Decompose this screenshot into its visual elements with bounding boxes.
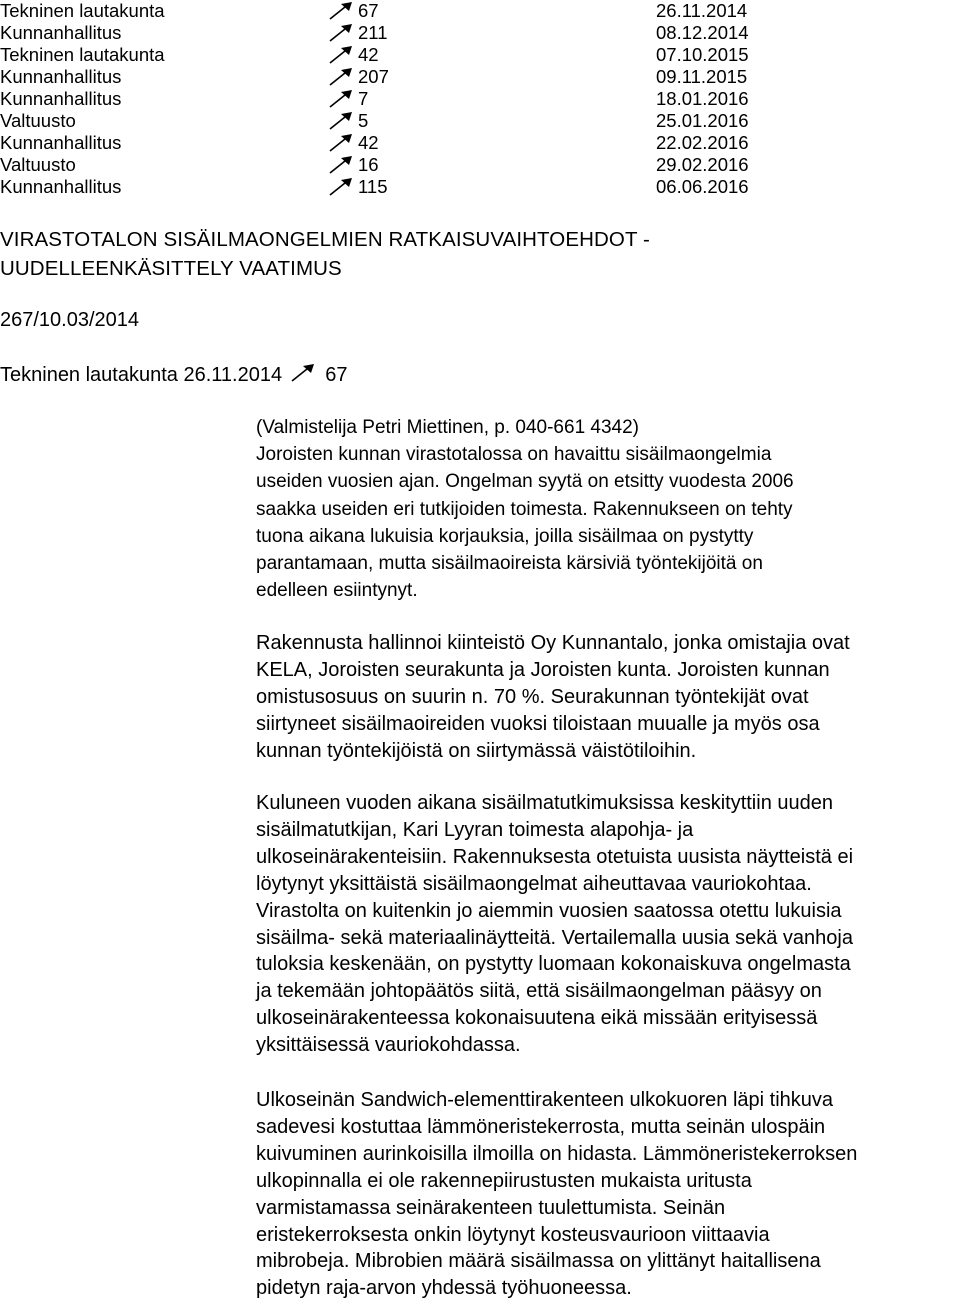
paragraph-3 xyxy=(256,790,960,1059)
decision-history-table xyxy=(0,0,960,198)
text-line: siirtyneet sisäilmaoireiden vuoksi tiloistaan muualle ja myös osa xyxy=(256,712,820,735)
history-date: 08.12.2014 xyxy=(656,22,749,43)
history-number: 16 xyxy=(358,154,379,175)
text-line: löytynyt yksittäistä sisäilmaongelmat aiheuttavaa vauriokohtaa. xyxy=(256,872,812,895)
history-row xyxy=(0,0,960,22)
text-line: sisäilma- sekä materiaalinäytteitä. Vertailemalla uusia sekä vanhoja xyxy=(256,926,853,949)
text-line: ulkoseinärakenteessa kokonaisuutena eikä missään erityisessä xyxy=(256,1007,818,1030)
title-line: UUDELLEENKÄSITTELY VAATIMUS xyxy=(0,257,342,280)
history-row xyxy=(0,132,960,154)
history-body: Kunnanhallitus xyxy=(0,88,122,109)
case-id: 267/10.03/2014 xyxy=(0,309,140,331)
paragraph-link-icon[interactable] xyxy=(328,178,354,196)
text-line: sisäilmatutkijan, Kari Lyyran toimesta alapohja- ja xyxy=(256,818,694,841)
history-number: 67 xyxy=(358,0,379,21)
text-line: (Valmistelija Petri Miettinen, p. 040-661 4342) xyxy=(256,417,640,438)
paragraph-2 xyxy=(256,630,960,765)
text-line: Virastolta on kuitenkin jo aiemmin vuosien saatossa otettu lukuisia xyxy=(256,899,842,922)
text-line: saakka useiden eri tutkijoiden toimesta. Rakennukseen on tehty xyxy=(256,498,793,520)
text-line: Kuluneen vuoden aikana sisäilmatutkimuksissa keskityttiin uuden xyxy=(256,792,833,814)
text-line: pidetyn raja-arvon yhdessä työhuoneessa. xyxy=(256,1277,632,1300)
paragraph-text xyxy=(256,1087,960,1302)
history-number: 207 xyxy=(358,66,389,87)
text-line: yksittäisessä vauriokohdassa. xyxy=(256,1034,521,1057)
history-number: 211 xyxy=(358,22,388,43)
paragraph-text xyxy=(256,790,960,1059)
history-body: Kunnanhallitus xyxy=(0,66,122,87)
paragraph-4 xyxy=(256,1087,960,1302)
paragraph-link-icon[interactable] xyxy=(328,90,354,108)
history-body: Kunnanhallitus xyxy=(0,176,122,197)
text-line: ulkoseinärakenteisiin. Rakennuksesta otetuista uusista näytteistä ei xyxy=(256,845,854,868)
history-row xyxy=(0,22,960,44)
paragraph-link-icon[interactable] xyxy=(328,112,354,130)
text-line: eristekerroksesta onkin löytynyt kosteusvaurioon viittaavia xyxy=(256,1223,770,1246)
history-row xyxy=(0,66,960,88)
history-number: 42 xyxy=(358,132,379,153)
text-line: ja tekemään johtopäätös siitä, että sisäilmaongelman pääsyy on xyxy=(256,980,822,1003)
paragraph-link-icon[interactable] xyxy=(328,156,354,174)
history-body: Kunnanhallitus xyxy=(0,22,122,43)
history-row xyxy=(0,154,960,176)
history-date: 22.02.2016 xyxy=(656,132,749,153)
paragraph-link-icon[interactable] xyxy=(328,24,354,42)
text-line: ulkopinnalla ei ole rakennepiirustusten mukaista uritusta xyxy=(256,1169,752,1192)
history-body: Tekninen lautakunta xyxy=(0,0,165,21)
text-line: mibrobeja. Mibrobien määrä sisäilmassa on ylittänyt haitallisena xyxy=(256,1250,821,1273)
history-row xyxy=(0,88,960,110)
history-number: 5 xyxy=(358,110,369,131)
history-date: 26.11.2014 xyxy=(656,0,748,21)
history-row xyxy=(0,44,960,66)
paragraph-link-icon[interactable] xyxy=(328,134,354,152)
history-date: 07.10.2015 xyxy=(656,44,749,65)
paragraph-text xyxy=(256,630,960,765)
history-number: 7 xyxy=(358,88,369,109)
paragraph-link-icon[interactable] xyxy=(328,2,354,20)
text-line: varmistamassa seinärakenteen tuulettumista. Seinän xyxy=(256,1196,726,1219)
text-line: parantamaan, mutta sisäilmaoireista kärsiviä työntekijöitä on xyxy=(256,553,763,575)
text-line: edelleen esiintynyt. xyxy=(256,580,418,602)
paragraph-link-icon[interactable] xyxy=(328,46,354,64)
history-date: 25.01.2016 xyxy=(656,110,749,131)
history-body: Valtuusto xyxy=(0,110,76,131)
history-number: 115 xyxy=(358,176,388,197)
paragraph-link-icon[interactable] xyxy=(328,68,354,86)
page-title xyxy=(0,225,960,283)
text-line: kuivuminen aurinkoisilla ilmoilla on hidasta. Lämmöneristekerroksen xyxy=(256,1142,858,1165)
text-line: sadevesi kostuttaa lämmöneristekerrosta, mutta seinän ulospäin xyxy=(256,1115,826,1138)
text-line: KELA, Joroisten seurakunta ja Joroisten kunta. Joroisten kunnan xyxy=(256,658,830,681)
text-line: useiden vuosien ajan. Ongelman syytä on etsitty vuodesta 2006 xyxy=(256,471,794,493)
paragraph-link-icon[interactable] xyxy=(290,364,316,382)
history-date: 29.02.2016 xyxy=(656,154,749,175)
text-line: omistusosuus on suurin n. 70 %. Seurakunnan työntekijät ovat xyxy=(256,685,809,708)
text-line: Rakennusta hallinnoi kiinteistö Oy Kunnantalo, jonka omistajia ovat xyxy=(256,632,850,654)
text-line: kunnan työntekijöistä on siirtymässä väistötiloihin. xyxy=(256,739,697,762)
history-row xyxy=(0,176,960,198)
decision-heading xyxy=(0,361,347,389)
history-body: Kunnanhallitus xyxy=(0,132,122,153)
history-number: 42 xyxy=(358,44,379,65)
text-line: Joroisten kunnan virastotalossa on havaittu sisäilmaongelmia xyxy=(256,444,772,466)
text-line: Ulkoseinän Sandwich-elementtirakenteen ulkokuoren läpi tihkuva xyxy=(256,1089,834,1111)
decision-heading-text: Tekninen lautakunta 26.11.2014 xyxy=(0,364,283,386)
paragraph-text xyxy=(256,414,960,604)
text-line: tuona aikana lukuisia korjauksia, joilla sisäilmaa on pystytty xyxy=(256,525,754,547)
history-body: Tekninen lautakunta xyxy=(0,44,165,65)
title-line: VIRASTOTALON SISÄILMAONGELMIEN RATKAISUVAIHTOEHDOT - xyxy=(0,228,650,251)
history-date: 09.11.2015 xyxy=(656,66,748,87)
history-row xyxy=(0,110,960,132)
history-date: 06.06.2016 xyxy=(656,176,749,197)
decision-heading-number: 67 xyxy=(325,364,348,386)
text-line: tuloksia keskenään, on pystytty luomaan kokonaiskuva ongelmasta xyxy=(256,953,851,976)
history-body: Valtuusto xyxy=(0,154,76,175)
paragraph-1 xyxy=(256,414,960,604)
history-date: 18.01.2016 xyxy=(656,88,749,109)
